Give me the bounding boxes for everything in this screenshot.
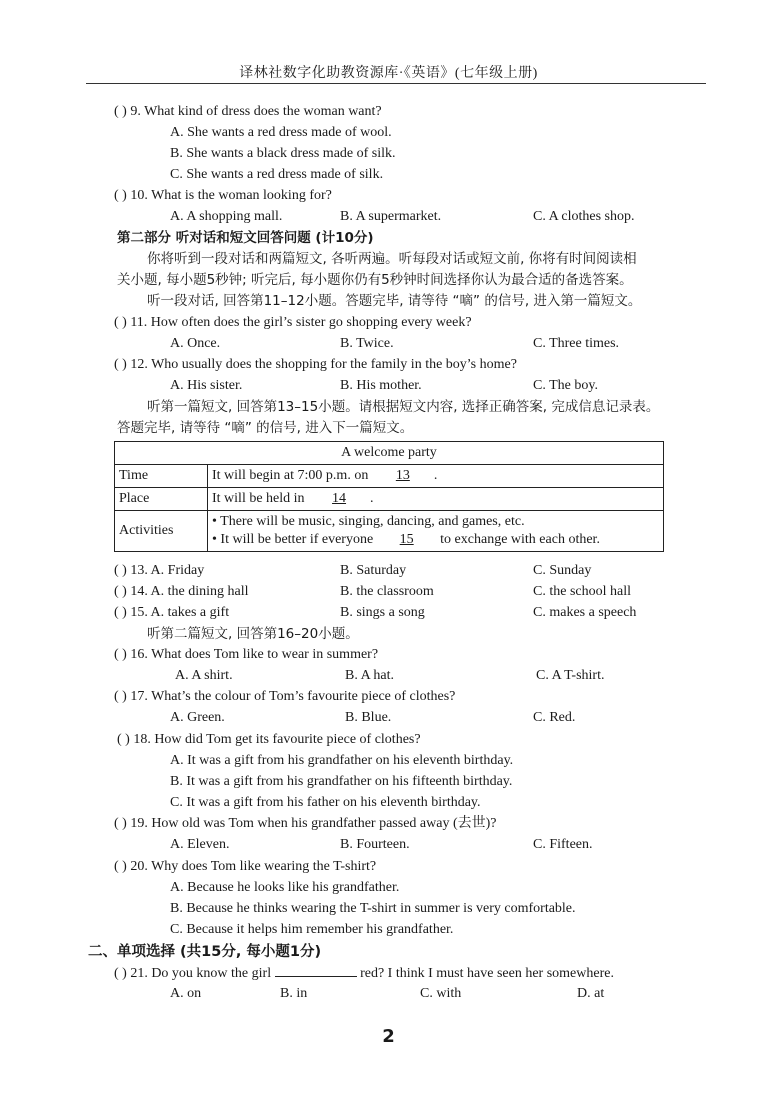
- q20-option-b: B. Because he thinks wearing the T-shirt in summer is very comfortable.: [170, 901, 576, 916]
- q19-option-a: A. Eleven.: [170, 837, 230, 852]
- q9-option-b: B. She wants a black dress made of silk.: [170, 146, 396, 161]
- time-cell: [208, 465, 664, 488]
- blank-13: 13: [395, 468, 410, 483]
- q21-option-a: A. on: [170, 986, 202, 1001]
- part2-instruction-2: 关小题, 每小题5秒钟; 听完后, 每小题你仍有5秒钟时间选择你认为最合适的备选答案。: [117, 272, 633, 288]
- passage2-instruction: 听第二篇短文, 回答第16–20小题。: [147, 626, 359, 642]
- part2-title: 第二部分 听对话和短文回答问题 (计10分): [117, 230, 374, 246]
- activity-1: • There will be music, singing, dancing, and games, etc.: [212, 514, 525, 529]
- activities-label: Activities: [115, 511, 208, 552]
- info-record-table: [114, 441, 664, 552]
- q19-option-b: B. Fourteen.: [340, 837, 410, 852]
- q20-option-a: A. Because he looks like his grandfather.: [170, 880, 400, 895]
- q18-option-c: C. It was a gift from his father on his eleventh birthday.: [170, 795, 481, 810]
- q21-stem-post: red? I think I must have seen her somewhere.: [360, 966, 614, 981]
- q14-option-b: B. the classroom: [340, 584, 434, 599]
- q17-option-a: A. Green.: [170, 710, 225, 725]
- question-9: ( ) 9. What kind of dress does the woman want?: [114, 104, 382, 119]
- question-14: ( ) 14. A. the dining hall: [114, 584, 249, 599]
- place-cell: [208, 488, 664, 511]
- q11-option-b: B. Twice.: [340, 336, 394, 351]
- question-21: [114, 964, 614, 983]
- question-18: ( ) 18. How did Tom get its favourite piece of clothes?: [117, 732, 421, 747]
- question-17: ( ) 17. What’s the colour of Tom’s favourite piece of clothes?: [114, 689, 456, 704]
- q14-option-c: C. the school hall: [533, 584, 631, 599]
- q19-option-c: C. Fifteen.: [533, 837, 593, 852]
- time-text: It will begin at 7:00 p.m. on: [212, 468, 369, 483]
- place-end: .: [370, 491, 374, 506]
- q10-option-a: A. A shopping mall.: [170, 209, 283, 224]
- part2-instruction-3: 听一段对话, 回答第11–12小题。答题完毕, 请等待 “嘀” 的信号, 进入第一篇短文。: [147, 293, 642, 309]
- time-label: Time: [115, 465, 208, 488]
- q12-option-c: C. The boy.: [533, 378, 598, 393]
- page-header: 译林社数字化助教资源库·《英语》(七年级上册): [239, 66, 538, 81]
- q18-option-b: B. It was a gift from his grandfather on his fifteenth birthday.: [170, 774, 513, 789]
- activity-2-pre: • It will be better if everyone: [212, 532, 374, 547]
- question-11: ( ) 11. How often does the girl’s sister go shopping every week?: [114, 315, 472, 330]
- q21-option-c: C. with: [420, 986, 462, 1001]
- question-15: ( ) 15. A. takes a gift: [114, 605, 230, 620]
- part2-instruction-1: 你将听到一段对话和两篇短文, 各听两遍。听每段对话或短文前, 你将有时间阅读相: [147, 251, 637, 267]
- q9-option-a: A. She wants a red dress made of wool.: [170, 125, 392, 140]
- q17-option-b: B. Blue.: [345, 710, 392, 725]
- q11-option-c: C. Three times.: [533, 336, 620, 351]
- q12-option-b: B. His mother.: [340, 378, 422, 393]
- question-16: ( ) 16. What does Tom like to wear in summer?: [114, 647, 379, 662]
- q20-option-c: C. Because it helps him remember his grandfather.: [170, 922, 454, 937]
- q21-stem-pre: ( ) 21. Do you know the girl: [114, 966, 272, 981]
- q13-option-c: C. Sunday: [533, 563, 592, 578]
- place-label: Place: [115, 488, 208, 511]
- activities-cell: [208, 511, 664, 552]
- passage1-instruction-1: 听第一篇短文, 回答第13–15小题。请根据短文内容, 选择正确答案, 完成信息记录表。: [147, 399, 660, 415]
- time-end: .: [433, 468, 438, 483]
- activity-2: [212, 531, 659, 549]
- question-19: ( ) 19. How old was Tom when his grandfather passed away (去世)?: [114, 816, 497, 831]
- q17-option-c: C. Red.: [533, 710, 576, 725]
- q13-option-b: B. Saturday: [340, 563, 407, 578]
- passage1-instruction-2: 答题完毕, 请等待 “嘀” 的信号, 进入下一篇短文。: [117, 420, 414, 436]
- q16-option-a: A. A shirt.: [175, 668, 233, 683]
- page-number: 2: [382, 1026, 395, 1047]
- question-20: ( ) 20. Why does Tom like wearing the T-shirt?: [114, 859, 377, 874]
- question-12: ( ) 12. Who usually does the shopping for the family in the boy’s home?: [114, 357, 517, 372]
- q15-option-c: C. makes a speech: [533, 605, 637, 620]
- header-divider: [86, 83, 706, 84]
- blank-15: 15: [399, 532, 414, 547]
- q9-option-c: C. She wants a red dress made of silk.: [170, 167, 384, 182]
- blank-14: 14: [332, 491, 347, 506]
- question-13: ( ) 13. A. Friday: [114, 563, 205, 578]
- table-caption: A welcome party: [115, 442, 664, 465]
- q18-option-a: A. It was a gift from his grandfather on his eleventh birthday.: [170, 753, 514, 768]
- q15-option-b: B. sings a song: [340, 605, 425, 620]
- q16-option-c: C. A T-shirt.: [536, 668, 605, 683]
- q21-option-b: B. in: [280, 986, 308, 1001]
- q16-option-b: B. A hat.: [345, 668, 395, 683]
- activity-2-post: to exchange with each other.: [440, 532, 600, 547]
- question-10: ( ) 10. What is the woman looking for?: [114, 188, 332, 203]
- q21-blank: [275, 964, 357, 977]
- q10-option-b: B. A supermarket.: [340, 209, 442, 224]
- q11-option-a: A. Once.: [170, 336, 221, 351]
- place-text: It will be held in: [212, 491, 305, 506]
- q21-option-d: D. at: [577, 986, 605, 1001]
- q10-option-c: C. A clothes shop.: [533, 209, 635, 224]
- q12-option-a: A. His sister.: [170, 378, 243, 393]
- section2-title: 二、单项选择 (共15分, 每小题1分): [88, 944, 322, 960]
